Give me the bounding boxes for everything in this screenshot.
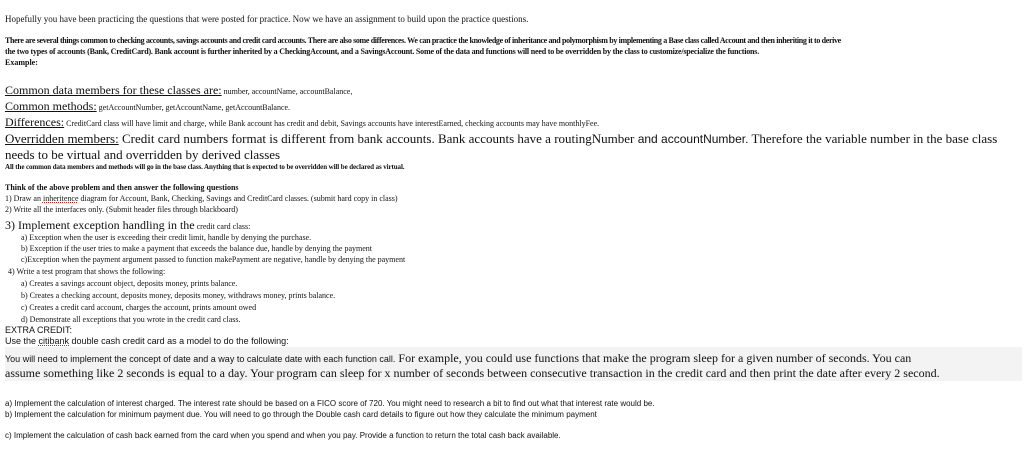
base-class-note: All the common data members and methods will go in the base class. Anything that is expected to be overridden will be declared as virtual. bbox=[5, 163, 405, 171]
overridden-label: Overridden members: bbox=[5, 131, 119, 146]
extra-item-b: b) Implement the calculation for minimum payment due. You will need to go through the Double cash card details to figure out how they calculate the minimum payment bbox=[5, 410, 597, 419]
common-methods-label: Common methods: bbox=[5, 99, 97, 113]
overridden-line-2: needs to be virtual and overridden by derived classes bbox=[5, 147, 281, 162]
questions-heading: Think of the above problem and then answer the following questions bbox=[5, 183, 239, 192]
question-4: 4) Write a test program that shows the following: bbox=[8, 267, 166, 276]
intro-text: Hopefully you have been practicing the questions that were posted for practice. Now we have an assignment to build upon the practice questions. bbox=[5, 14, 529, 24]
description-line-1: There are several things common to checking accounts, savings accounts and credit card accounts. There are also some differences. We can practice the knowledge of inheritance and polymorphism by implementing a Base class called Account and then inheriting it to derive bbox=[5, 36, 841, 45]
extra-use-word: citibank bbox=[38, 336, 70, 346]
question-4-item-a: a) Creates a savings account object, deposits money, prints balance. bbox=[21, 279, 238, 288]
question-3-suffix: credit card class: bbox=[194, 222, 251, 231]
extra-item-a: a) Implement the calculation of interest charged. The interest rate should be based on a FICO score of 720. You might need to research a bit to find out what that interest rate would be. bbox=[5, 399, 655, 408]
differences bbox=[5, 113, 599, 131]
question-3-item-c: c)Exception when the payment argument passed to function makePayment are negative, handle by denying the payment bbox=[21, 255, 406, 264]
overridden-part1: Credit card numbers format is different from bank accounts. Bank accounts have a routing bbox=[118, 131, 592, 146]
extra-use-suffix: double cash credit card as a model to do the following: bbox=[69, 336, 289, 346]
question-4-item-b: b) Creates a checking account, deposits money, deposits money, withdraws money, prints balance. bbox=[21, 291, 336, 300]
description-line-2: the two types of accounts (Bank, CreditCard). Bank account is further inherited by a CheckingAccount, and a SavingsAccount. Some of the data and functions will need to be overridden by the class to customize/specialize the functions. bbox=[5, 47, 760, 56]
question-3 bbox=[5, 216, 250, 234]
extra-credit-use bbox=[5, 336, 289, 346]
question-1-prefix: 1) Draw an bbox=[5, 194, 43, 203]
question-1 bbox=[5, 194, 398, 203]
question-4-item-d: d) Demonstrate all exceptions that you wrote in the credit card class. bbox=[21, 315, 241, 324]
extra-need-b: For example, you could use functions that make the program sleep for a given number of seconds. You can bbox=[395, 351, 912, 365]
overridden-part3: and accountNumber. bbox=[634, 132, 749, 146]
example-label: Example: bbox=[5, 58, 38, 67]
extra-credit-title: EXTRA CREDIT: bbox=[5, 325, 73, 335]
overridden-part2: Number bbox=[591, 131, 635, 146]
differences-label: Differences: bbox=[5, 115, 65, 129]
question-1-suffix: diagram for Account, Bank, Checking, Savings and CreditCard classes. (submit hard copy in class) bbox=[78, 194, 398, 203]
overridden-part4: Therefore the variable number in the base class bbox=[748, 131, 998, 146]
common-data-label: Common data members for these classes are: bbox=[5, 83, 222, 97]
differences-value: CreditCard class will have limit and charge, while Bank account has credit and debit, Savings accounts have interestEarned, checking accounts may have monthlyFee. bbox=[64, 119, 600, 128]
question-3-item-a: a) Exception when the user is exceeding their credit limit, handle by denying the purchase. bbox=[21, 233, 312, 242]
question-3-item-b: b) Exception if the user tries to make a payment that exceeds the balance due, handle by denying the payment bbox=[21, 244, 372, 253]
question-4-item-c: c) Creates a credit card account, charges the account, prints amount owed bbox=[21, 303, 257, 312]
extra-need-a: You will need to implement the concept of date and a way to calculate date with each function call. bbox=[5, 354, 396, 364]
overridden-members bbox=[5, 130, 997, 148]
common-methods-value: getAccountNumber, getAccountName, getAccountBalance. bbox=[96, 103, 291, 112]
question-2: 2) Write all the interfaces only. (Submit header files through blackboard) bbox=[5, 205, 238, 214]
question-1-word: inheritence bbox=[42, 194, 79, 203]
extra-use-prefix: Use the bbox=[5, 336, 39, 346]
common-data-value: number, accountName, accountBalance, bbox=[221, 87, 353, 96]
extra-need-line-2: assume something like 2 seconds is equal to a day. Your program can sleep for x number of seconds between consecutive transaction in the credit card and then print the date after every 2 second. bbox=[5, 366, 940, 380]
extra-need-line-1 bbox=[5, 349, 911, 367]
extra-item-c: c) Implement the calculation of cash back earned from the card when you spend and when you pay. Provide a function to return the total cash back available. bbox=[5, 431, 561, 440]
question-3-main: 3) Implement exception handling in the bbox=[5, 218, 195, 232]
